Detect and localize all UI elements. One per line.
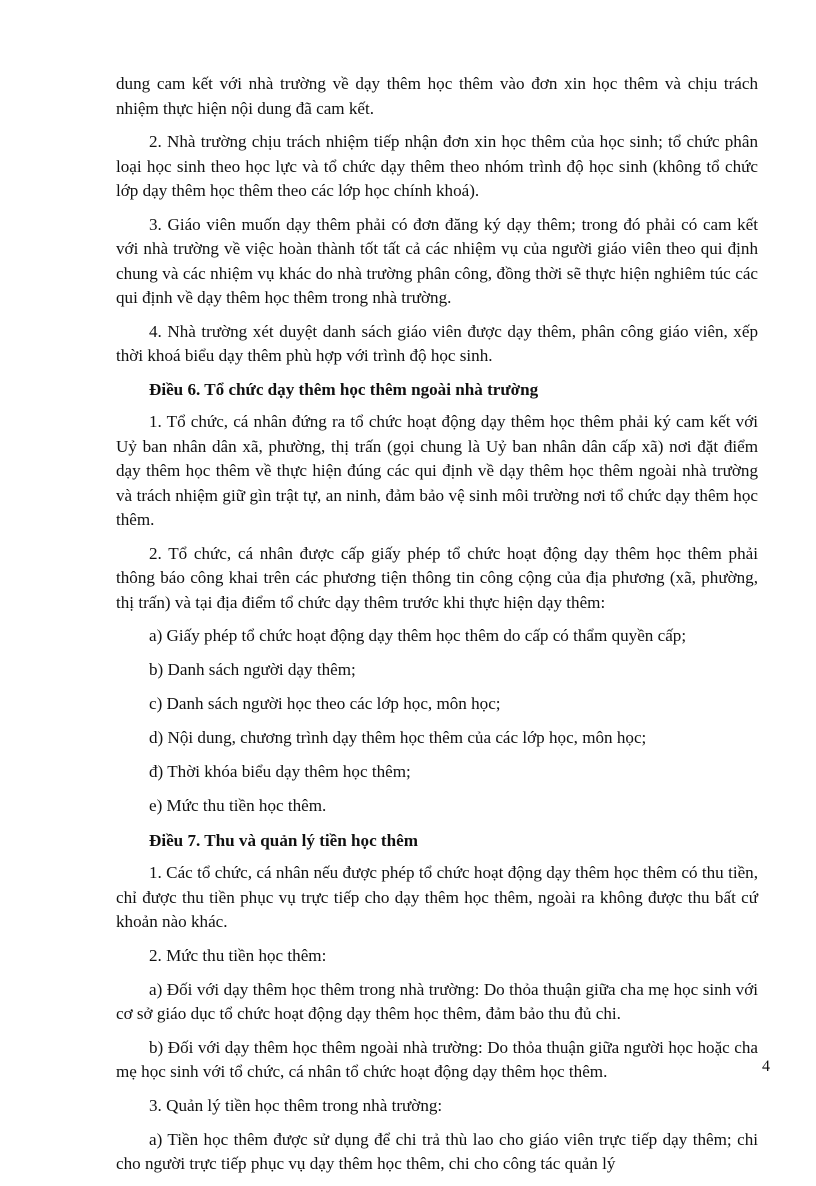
paragraph-article-7-clause-2: 2. Mức thu tiền học thêm: xyxy=(149,945,327,965)
paragraph-article-7-clause-2b: b) Đối với dạy thêm học thêm ngoài nhà trường: Do thỏa thuận giữa người học hoặc cha mẹ học sinh với tổ chức, cá nhân tổ chức hoạt động dạy thêm học thêm. xyxy=(116,1037,758,1082)
article-7-heading: Điều 7. Thu và quản lý tiền học thêm xyxy=(149,830,418,850)
paragraph-article-7-clause-3: 3. Quản lý tiền học thêm trong nhà trường: xyxy=(149,1095,443,1115)
paragraph-article-7-clause-1: 1. Các tổ chức, cá nhân nếu được phép tổ chức hoạt động dạy thêm học thêm có thu tiền, chỉ được thu tiền phục vụ trực tiếp cho dạy thêm học thêm, ngoài ra không được thu bất cứ khoản nào khác. xyxy=(116,863,758,932)
list-item-c: c) Danh sách người học theo các lớp học, môn học; xyxy=(149,694,501,714)
paragraph-clause-4: 4. Nhà trường xét duyệt danh sách giáo viên được dạy thêm, phân công giáo viên, xếp thời khoá biểu dạy thêm phù hợp với trình độ học sinh. xyxy=(116,321,758,365)
paragraph-article-6-clause-2: 2. Tổ chức, cá nhân được cấp giấy phép tổ chức hoạt động dạy thêm học thêm phải thông báo công khai trên các phương tiện thông tin công cộng của địa phương (xã, phường, thị trấn) và tại địa điểm tổ chức dạy thêm trước khi thực hiện dạy thêm: xyxy=(116,543,758,612)
list-item-b: b) Danh sách người dạy thêm; xyxy=(149,660,356,680)
list-item-e: e) Mức thu tiền học thêm. xyxy=(149,796,327,816)
paragraph-clause-2: 2. Nhà trường chịu trách nhiệm tiếp nhận đơn xin học thêm của học sinh; tổ chức phân loại học sinh theo học lực và tổ chức dạy thêm theo nhóm trình độ học sinh (không tổ chức lớp dạy thêm học thêm theo các lớp học chính khoá). xyxy=(116,132,758,200)
paragraph-article-6-clause-1: 1. Tổ chức, cá nhân đứng ra tổ chức hoạt động dạy thêm học thêm phải ký cam kết với Uỷ ban nhân dân xã, phường, thị trấn (gọi chung là Uỷ ban nhân dân cấp xã) nơi đặt điểm dạy thêm học thêm về thực hiện đúng các qui định về dạy thêm học thêm ngoài nhà trường và trách nhiệm giữ gìn trật tự, an ninh, đảm bảo vệ sinh môi trường nơi tổ chức dạy thêm học thêm. xyxy=(116,412,758,529)
paragraph-article-7-clause-3a: a) Tiền học thêm được sử dụng để chi trả thù lao cho giáo viên trực tiếp dạy thêm; chi cho người trực tiếp phục vụ dạy thêm học thêm, chi cho công tác quản lý xyxy=(116,1129,758,1174)
paragraph-article-7-clause-2a: a) Đối với dạy thêm học thêm trong nhà trường: Do thỏa thuận giữa cha mẹ học sinh với cơ sở giáo dục tổ chức hoạt động dạy thêm học thêm, đảm bảo thu đủ chi. xyxy=(116,979,758,1024)
paragraph-clause-3: 3. Giáo viên muốn dạy thêm phải có đơn đăng ký dạy thêm; trong đó phải có cam kết với nhà trường về việc hoàn thành tốt tất cả các nhiệm vụ của người giáo viên theo qui định chung và các nhiệm vụ khác do nhà trường phân công, đồng thời sẽ thực hiện nghiêm túc các qui định về dạy thêm học thêm trong nhà trường. xyxy=(116,214,758,307)
document-page xyxy=(116,72,758,1186)
paragraph-continuation: dung cam kết với nhà trường về dạy thêm học thêm vào đơn xin học thêm và chịu trách nhiệm thực hiện nội dung đã cam kết. xyxy=(116,74,758,118)
page-number: 4 xyxy=(762,1058,770,1075)
list-item-d: d) Nội dung, chương trình dạy thêm học thêm của các lớp học, môn học; xyxy=(149,728,647,748)
list-item-a: a) Giấy phép tổ chức hoạt động dạy thêm học thêm do cấp có thẩm quyền cấp; xyxy=(149,626,687,645)
list-item-dd: đ) Thời khóa biểu dạy thêm học thêm; xyxy=(149,762,411,782)
article-6-heading: Điều 6. Tổ chức dạy thêm học thêm ngoài nhà trường xyxy=(149,379,539,399)
